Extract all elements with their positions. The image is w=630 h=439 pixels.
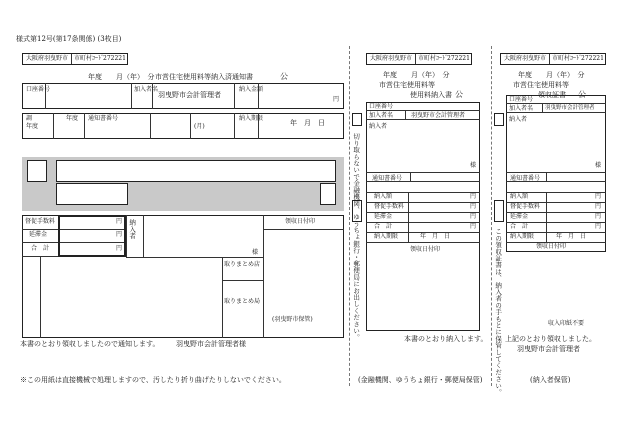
- middle-row-label: 合 計: [374, 223, 393, 230]
- amount-label: 納入金額: [239, 86, 264, 93]
- right-footer: 上記のとおり領収しました。: [505, 335, 596, 343]
- right-account-label: 口座番号: [509, 96, 534, 103]
- pref-city: 大阪府羽曳野市: [26, 55, 69, 62]
- mid-pref-city: 大阪府羽曳野市: [370, 55, 413, 62]
- ocr-square: [27, 160, 47, 182]
- perforation-line-1: [349, 46, 350, 386]
- perforation-line-2: [491, 46, 492, 386]
- mid-subtitle: 使用料納入書: [410, 91, 452, 99]
- month-label: (月): [194, 123, 205, 130]
- ocr-field-top: [56, 160, 336, 182]
- right-city-code: 272221: [581, 55, 604, 62]
- city-code-label: 市町村ｺｰﾄﾞ: [74, 55, 105, 62]
- due-date: 年 月 日: [290, 119, 325, 127]
- notice-title: 市営住宅使用料等納入済通知書: [155, 73, 253, 81]
- mid-payee: 羽曳野市会計管理者: [411, 112, 466, 119]
- agg-bureau-label: 取りまとめ局: [224, 298, 261, 305]
- right-city-code-label: 市町村ｺｰﾄﾞ: [552, 55, 583, 62]
- mid-account-label: 口座番号: [369, 103, 394, 110]
- right-row-yen: 円: [595, 213, 602, 220]
- class-year-label: 年度: [26, 123, 39, 130]
- payer-sama: 様: [252, 249, 259, 256]
- late-fee-label: 督促手数料: [25, 218, 56, 225]
- right-sama: 様: [595, 162, 602, 169]
- form-id: 様式第12号(第17条関係) (3枚目): [16, 35, 122, 43]
- payer-label: 納入者: [128, 219, 137, 240]
- mid-year-month: 年度 月（年） 分: [383, 71, 450, 79]
- notice-number-label: 通知書番号: [88, 115, 119, 122]
- notice-text: 本書のとおり領収しましたので通知します。: [20, 340, 160, 348]
- right-row-label: 合 計: [510, 223, 529, 230]
- right-keeper-note: (納入者保管): [530, 376, 571, 384]
- right-stamp-note: 収入印紙不要: [548, 320, 585, 327]
- middle-row-label: 納入額: [374, 193, 393, 200]
- mid-tab-top: [352, 113, 362, 126]
- middle-row-label: 延滞金: [374, 213, 393, 220]
- middle-row-yen: 円: [470, 203, 477, 210]
- middle-row-yen: 円: [470, 213, 477, 220]
- warning-text: ※この用紙は直接機械で処理しますので、汚したり折り曲げたりしないでください。: [20, 376, 286, 384]
- right-due-date: 年 月 日: [556, 233, 587, 240]
- right-row-yen: 円: [595, 203, 602, 210]
- mid-payer-label: 納入者: [369, 123, 388, 130]
- mid-title: 市営住宅使用料等: [379, 81, 435, 89]
- mid-stamp: 公: [455, 90, 463, 99]
- mid-keeper-note: (金融機関、ゆうちょ銀行・郵便局保管): [358, 376, 483, 384]
- account-number-label: 口座番号: [26, 86, 51, 93]
- right-row-yen: 円: [595, 193, 602, 200]
- right-city-id-box: [500, 53, 606, 65]
- total-label: 合 計: [31, 245, 50, 252]
- ocr-field-right: [320, 183, 336, 205]
- mid-cut-note: 切り取らないで金融機関、ゆうちょ銀行・郵便局にお出しください。: [352, 133, 361, 341]
- middle-row-yen: 円: [470, 223, 477, 230]
- right-payee: 羽曳野市会計管理者: [545, 105, 595, 111]
- middle-row-label: 督促手数料: [374, 203, 405, 210]
- right-tab-top: [494, 113, 504, 126]
- class-label: 調: [26, 115, 33, 122]
- right-title: 市営住宅使用料等: [513, 81, 569, 89]
- payee-label: 加入者名: [134, 86, 159, 93]
- delay-label: 延滞金: [29, 231, 48, 238]
- right-subtitle: 領収証書: [538, 91, 566, 99]
- amount-yen: 円: [333, 96, 340, 103]
- right-year-month: 年度 月（年） 分: [518, 71, 585, 79]
- mid-city-id-box: [366, 53, 472, 65]
- right-receipt-date: 領収日付印: [536, 243, 567, 250]
- mid-sama: 様: [470, 162, 477, 169]
- right-row-label: 納入額: [510, 193, 529, 200]
- right-tab-bottom: [494, 200, 504, 222]
- right-cut-note: この領収証書は、納入者の手もとに保管してください。: [494, 228, 503, 396]
- mid-city-code: 272221: [447, 55, 470, 62]
- late-fee-yen: 円: [116, 218, 123, 225]
- right-stamp: 公: [578, 90, 586, 99]
- right-row-label: 延滞金: [510, 213, 529, 220]
- ocr-field-left: [56, 183, 128, 205]
- receipt-date-label: 領収日付印: [285, 218, 316, 225]
- target-label: 年度: [66, 115, 79, 122]
- right-pref-city: 大阪府羽曳野市: [504, 55, 547, 62]
- city-code: 272221: [103, 55, 126, 62]
- right-notice-label: 通知書番号: [510, 175, 541, 182]
- middle-row-label: 納入期限: [374, 233, 399, 240]
- city-id-box: [22, 53, 128, 65]
- left-keeper-note: (羽曳野市保管): [272, 316, 313, 323]
- due-label: 納入期限: [239, 115, 264, 122]
- middle-row-yen: 円: [470, 193, 477, 200]
- middle-due-date: 年 月 日: [420, 233, 451, 240]
- right-payee-label: 加入者名: [509, 105, 534, 112]
- mid-footer: 本書のとおり納入します。: [404, 335, 488, 343]
- payee-name: 羽曳野市会計管理者: [158, 91, 221, 99]
- mid-receipt-date: 領収日付印: [410, 246, 441, 253]
- agg-store-label: 取りまとめ店: [224, 261, 261, 268]
- total-yen: 円: [116, 245, 123, 252]
- delay-yen: 円: [116, 231, 123, 238]
- stamp-mark: 公: [280, 72, 288, 81]
- right-row-label: 納入期限: [510, 233, 535, 240]
- mid-city-code-label: 市町村ｺｰﾄﾞ: [418, 55, 449, 62]
- notice-signer: 羽曳野市会計管理者様: [176, 340, 246, 348]
- year-month: 年度 月（年） 分: [88, 73, 155, 81]
- right-row-yen: 円: [595, 223, 602, 230]
- mid-payee-label: 加入者名: [369, 112, 394, 119]
- right-payer-label: 納入者: [509, 116, 528, 123]
- right-row-label: 督促手数料: [510, 203, 541, 210]
- mid-notice-label: 通知書番号: [372, 175, 403, 182]
- right-footer-signer: 羽曳野市会計管理者: [517, 345, 580, 353]
